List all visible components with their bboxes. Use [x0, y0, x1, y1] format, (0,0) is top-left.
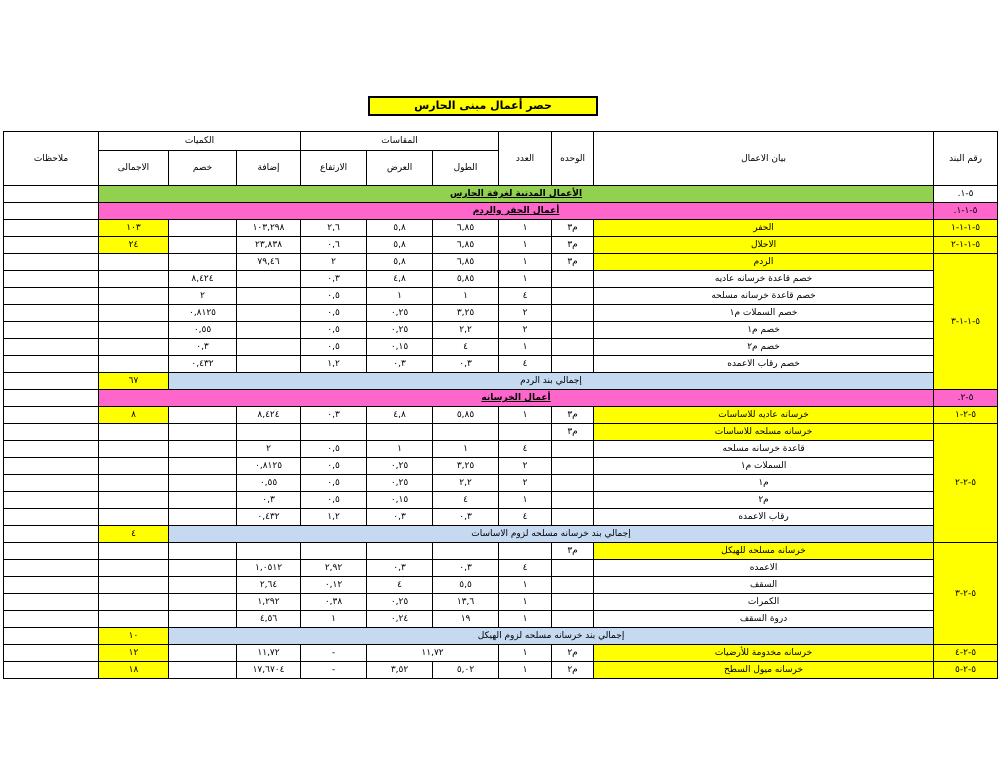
description-cell: السملات م١	[594, 458, 934, 475]
unit-header: الوحده	[552, 132, 594, 186]
length-cell: ٣,٢٥	[433, 305, 499, 322]
description-cell: خصم قاعدة خرسانه عاديه	[594, 271, 934, 288]
length-cell: ٦,٨٥	[433, 254, 499, 271]
total-cell: ٤	[99, 526, 169, 543]
width-cell: ٠,٢٤	[367, 611, 433, 628]
unit-cell: م٣	[552, 424, 594, 441]
total-row	[4, 526, 998, 543]
width-cell: ٠,٣	[367, 509, 433, 526]
length-cell: ٦,٨٥	[433, 220, 499, 237]
height-cell: ٢	[301, 254, 367, 271]
deduct-header: خصم	[169, 151, 237, 186]
width-cell: ٠,٢٥	[367, 458, 433, 475]
description-cell: دروة السقف	[594, 611, 934, 628]
description-cell: السقف	[594, 577, 934, 594]
total-cell: ١٢	[99, 645, 169, 662]
count-cell: ١	[499, 220, 552, 237]
table-row	[4, 305, 998, 322]
unit-cell: م٣	[552, 407, 594, 424]
table-row	[4, 645, 998, 662]
height-cell: ٠,١٢	[301, 577, 367, 594]
section-row-concrete	[4, 390, 998, 407]
section-label: الأعمال المدنية لغرفة الحارس	[99, 186, 934, 203]
add-cell: ٢	[237, 441, 301, 458]
width-cell: ٠,٢٥	[367, 322, 433, 339]
width-cell: ٠,٣	[367, 356, 433, 373]
height-cell: ٢,٩٢	[301, 560, 367, 577]
count-cell: ١	[499, 237, 552, 254]
deduct-cell: ٠,٨١٢٥	[169, 305, 237, 322]
height-cell: ٠,٥	[301, 305, 367, 322]
count-cell: ٤	[499, 441, 552, 458]
add-cell: ١,٢٩٢	[237, 594, 301, 611]
count-cell: ٤	[499, 560, 552, 577]
item-code: ٥-١-١-١	[934, 220, 998, 237]
total-label: إجمالي بند الردم	[169, 373, 934, 390]
add-cell: ٠,٥٥	[237, 475, 301, 492]
length-cell: ١٩	[433, 611, 499, 628]
add-cell: ١٧,٦٧٠٤	[237, 662, 301, 679]
total-cell: ٢٤	[99, 237, 169, 254]
length-cell: ٢,٢	[433, 322, 499, 339]
height-cell: ٠,٦	[301, 237, 367, 254]
count-cell: ١	[499, 407, 552, 424]
width-cell: ٠,١٥	[367, 492, 433, 509]
add-cell: ١,٠٥١٢	[237, 560, 301, 577]
width-cell: ٤,٨	[367, 407, 433, 424]
add-cell: ١٠٣,٢٩٨	[237, 220, 301, 237]
table-row	[4, 407, 998, 424]
deduct-cell: ٢	[169, 288, 237, 305]
table-row	[4, 237, 998, 254]
description-cell: الاعمده	[594, 560, 934, 577]
total-row	[4, 628, 998, 645]
item-code: ٥-١-١-٣	[934, 254, 998, 390]
unit-cell: م٣	[552, 220, 594, 237]
count-cell: ١	[499, 492, 552, 509]
description-cell: الاحلال	[594, 237, 934, 254]
description-cell: خصم قاعدة خرسانه مسلحه	[594, 288, 934, 305]
count-header: العدد	[499, 132, 552, 186]
section-label: أعمال الخرسانه	[99, 390, 934, 407]
table-row	[4, 441, 998, 458]
description-cell: خصم رقاب الاعمده	[594, 356, 934, 373]
table-row	[4, 339, 998, 356]
description-cell: خرسانه مسلحه للاساسات	[594, 424, 934, 441]
description-cell: خرسانه عاديه للاساسات	[594, 407, 934, 424]
width-cell: ٥,٨	[367, 220, 433, 237]
height-cell: ٠,٥	[301, 492, 367, 509]
height-cell: ٠,٥	[301, 441, 367, 458]
section-row-earthworks	[4, 203, 998, 220]
add-header: إضافة	[237, 151, 301, 186]
description-cell: م١	[594, 475, 934, 492]
length-cell: ١	[433, 441, 499, 458]
total-label: إجمالي بند خرسانه مسلحه لزوم الهيكل	[169, 628, 934, 645]
description-cell: خصم م١	[594, 322, 934, 339]
table-row	[4, 322, 998, 339]
table-row	[4, 577, 998, 594]
count-cell: ١	[499, 594, 552, 611]
count-cell: ١	[499, 271, 552, 288]
length-cell: ٤	[433, 492, 499, 509]
item-code: ٥-٢.	[934, 390, 998, 407]
height-cell: ١,٢	[301, 509, 367, 526]
length-header: الطول	[433, 151, 499, 186]
item-code: ٥-١.	[934, 186, 998, 203]
description-cell: م٢	[594, 492, 934, 509]
table-row	[4, 560, 998, 577]
description-cell: الكمرات	[594, 594, 934, 611]
item-code: ٥-٢-٤	[934, 645, 998, 662]
header-row-1	[4, 132, 998, 151]
dimensions-header: المقاسات	[301, 132, 499, 151]
height-cell: ١	[301, 611, 367, 628]
count-cell: ٤	[499, 356, 552, 373]
height-cell: -	[301, 662, 367, 679]
height-cell: ١,٢	[301, 356, 367, 373]
count-cell: ١	[499, 662, 552, 679]
length-cell: ٤	[433, 339, 499, 356]
total-row	[4, 373, 998, 390]
length-cell: ٥,٨٥	[433, 407, 499, 424]
add-cell: ٧٩,٤٦	[237, 254, 301, 271]
total-cell: ١٠	[99, 628, 169, 645]
item-code: ٥-١-١.	[934, 203, 998, 220]
height-cell: ٠,٥	[301, 458, 367, 475]
item-code: ٥-٢-٢	[934, 424, 998, 543]
add-cell: ١١,٧٢	[237, 645, 301, 662]
section-label: أعمال الحفر والردم	[99, 203, 934, 220]
length-cell: ٦,٨٥	[433, 237, 499, 254]
description-header: بيان الاعمال	[594, 132, 934, 186]
table-row	[4, 594, 998, 611]
count-cell: ٢	[499, 305, 552, 322]
width-cell: ٤,٨	[367, 271, 433, 288]
deduct-cell: ٨,٤٢٤	[169, 271, 237, 288]
add-cell: ٢٣,٨٣٨	[237, 237, 301, 254]
page-title: حصر أعمال مبنى الحارس	[368, 96, 598, 116]
width-cell: ١	[367, 441, 433, 458]
item-code: ٥-١-١-٢	[934, 237, 998, 254]
add-cell: ٨,٤٢٤	[237, 407, 301, 424]
length-cell: ١٣,٦	[433, 594, 499, 611]
height-cell: ٠,٣	[301, 271, 367, 288]
length-cell: ٢,٢	[433, 475, 499, 492]
height-cell: ٠,٥	[301, 339, 367, 356]
length-cell: ٥,٨٥	[433, 271, 499, 288]
unit-cell: م٢	[552, 645, 594, 662]
width-cell: ٣,٥٢	[367, 662, 433, 679]
height-cell: ٠,٥	[301, 475, 367, 492]
height-cell: ٠,٥	[301, 288, 367, 305]
length-cell: ٠,٣	[433, 356, 499, 373]
description-cell: خرسانه مخدومة للأرضيات	[594, 645, 934, 662]
count-cell: ١	[499, 254, 552, 271]
length-cell: ٥,٠٢	[433, 662, 499, 679]
section-row-civil-works	[4, 186, 998, 203]
width-cell: ٠,٢٥	[367, 305, 433, 322]
description-cell: خرسانه مسلحه للهيكل	[594, 543, 934, 560]
table-row	[4, 254, 998, 271]
unit-cell: م٣	[552, 237, 594, 254]
length-cell: ٥,٥	[433, 577, 499, 594]
width-cell: ٤	[367, 577, 433, 594]
count-cell: ٢	[499, 322, 552, 339]
length-cell: ٠,٣	[433, 509, 499, 526]
total-header: الاجمالى	[99, 151, 169, 186]
description-cell: الحفر	[594, 220, 934, 237]
add-cell: ٠,٤٣٢	[237, 509, 301, 526]
length-cell: ٣,٢٥	[433, 458, 499, 475]
height-cell: ٠,٣	[301, 407, 367, 424]
height-cell: ٠,٣٨	[301, 594, 367, 611]
count-cell: ١	[499, 611, 552, 628]
table-row	[4, 543, 998, 560]
width-cell: ٠,٢٥	[367, 594, 433, 611]
table-row	[4, 662, 998, 679]
description-cell: الردم	[594, 254, 934, 271]
item-no-header: رقم البند	[934, 132, 998, 186]
quantities-header: الكميات	[99, 132, 301, 151]
width-cell: ٠,٣	[367, 560, 433, 577]
length-cell: ٠,٣	[433, 560, 499, 577]
total-label: إجمالي بند خرسانه مسلحه لزوم الاساسات	[169, 526, 934, 543]
boq-table	[3, 131, 998, 679]
table-row	[4, 271, 998, 288]
table-row	[4, 220, 998, 237]
deduct-cell: ٠,٤٣٢	[169, 356, 237, 373]
count-cell: ٤	[499, 509, 552, 526]
height-cell: -	[301, 645, 367, 662]
add-cell: ٠,٨١٢٥	[237, 458, 301, 475]
table-row	[4, 492, 998, 509]
count-cell: ٢	[499, 475, 552, 492]
length-cell: ١	[433, 288, 499, 305]
total-cell: ١٨	[99, 662, 169, 679]
remarks-header: ملاحظات	[4, 132, 99, 186]
height-header: الارتفاع	[301, 151, 367, 186]
description-cell: رقاب الاعمده	[594, 509, 934, 526]
deduct-cell: ٠,٣	[169, 339, 237, 356]
add-cell: ٠,٣	[237, 492, 301, 509]
count-cell: ١	[499, 577, 552, 594]
add-cell: ٢,٦٤	[237, 577, 301, 594]
table-row	[4, 288, 998, 305]
width-cell: ٠,٢٥	[367, 475, 433, 492]
width-cell: ٥,٨	[367, 237, 433, 254]
area-cell: ١١,٧٢	[367, 645, 499, 662]
description-cell: خصم السملات م١	[594, 305, 934, 322]
total-cell: ٨	[99, 407, 169, 424]
unit-cell: م٣	[552, 254, 594, 271]
width-cell: ٥,٨	[367, 254, 433, 271]
description-cell: قاعدة خرسانه مسلحه	[594, 441, 934, 458]
height-cell: ٠,٥	[301, 322, 367, 339]
count-cell: ١	[499, 339, 552, 356]
table-row	[4, 509, 998, 526]
height-cell: ٢,٦	[301, 220, 367, 237]
unit-cell: م٢	[552, 662, 594, 679]
description-cell: خصم م٢	[594, 339, 934, 356]
width-cell: ١	[367, 288, 433, 305]
table-row	[4, 475, 998, 492]
count-cell: ١	[499, 645, 552, 662]
count-cell: ٤	[499, 288, 552, 305]
item-code: ٥-٢-٣	[934, 543, 998, 645]
width-cell: ٠,١٥	[367, 339, 433, 356]
unit-cell: م٣	[552, 543, 594, 560]
item-code: ٥-٢-١	[934, 407, 998, 424]
total-cell: ٦٧	[99, 373, 169, 390]
table-row	[4, 611, 998, 628]
add-cell: ٤,٥٦	[237, 611, 301, 628]
table-row	[4, 424, 998, 441]
description-cell: خرسانه ميول السطح	[594, 662, 934, 679]
width-header: العرض	[367, 151, 433, 186]
table-row	[4, 458, 998, 475]
deduct-cell: ٠,٥٥	[169, 322, 237, 339]
count-cell: ٢	[499, 458, 552, 475]
table-row	[4, 356, 998, 373]
item-code: ٥-٢-٥	[934, 662, 998, 679]
total-cell: ١٠٣	[99, 220, 169, 237]
